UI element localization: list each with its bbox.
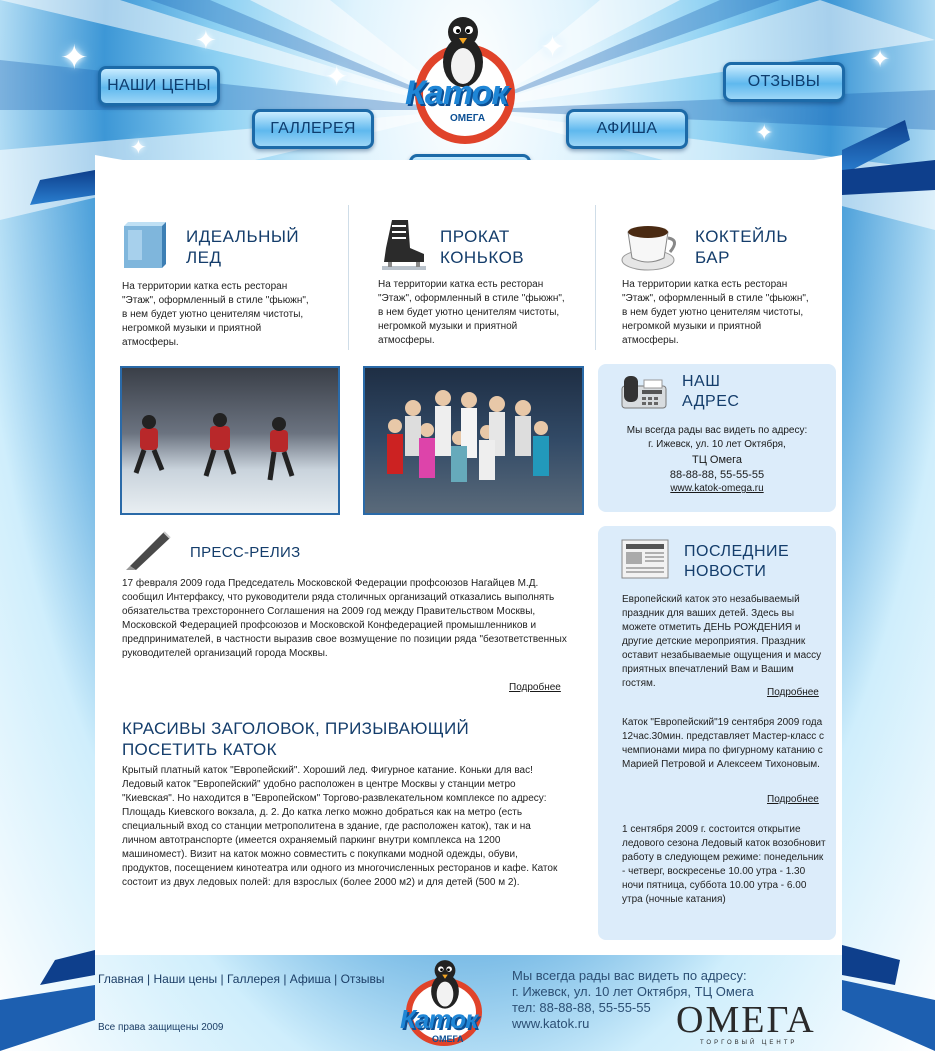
- news-item: 1 сентября 2009 г. состоится открытие ледового сезона Ледовый каток возобновит работу в следующем режиме: понедельник - четверг, воскресенье 10.00 утра - 1.30 ночи пятница, суббота 10.00 утра - 6.00 утра (ночные катания): [622, 824, 826, 905]
- press-title: ПРЕСС-РЕЛИЗ: [190, 544, 301, 561]
- column-divider: [595, 205, 596, 350]
- address-website-link[interactable]: www.katok-omega.ru: [670, 483, 764, 494]
- sparkle-icon: ✦: [325, 61, 349, 92]
- hockey-players-image: [122, 368, 338, 513]
- press-text: 17 февраля 2009 года Председатель Московской Федерации профсоюзов Нагайцев М.Д. сообщил Интерфаксу, что руководители ряда столичных организаций отказались выполнять обязательства трехстороннего Соглашения на 2009 год между Правительством Москвы, Московской Федерацией профсоюзов и Московской Конфедерацией промышленников и предпринимателей, в частности выразив свое возмущение по позиции ряда "безответственных руководителей организаций города Москвы.: [122, 578, 567, 659]
- fax-phone-icon: [620, 372, 668, 410]
- footer-link-main[interactable]: Главная: [98, 972, 144, 986]
- article-text: Крытый платный каток "Европейский". Хороший лед. Фигурное катание. Коньки для вас! Ледовый каток "Европейский" удобно расположен в центре Москвы у станции метро "Киевская". Но находится в "Европейском" Торгово-развлекательном комплексе по адресу: Площадь Киевского вокзала, д. 2. До катка легко можно добраться как на метро (есть специальный вход со станции метрополитена в здание, где расположен каток), так и на личном автотранспорте (имеется охраняемый паркинг внутри комплекса на 1200 машиномест). Визит на каток можно совместить с покупками модной одежды, обуви, продуктов, посещением кинотеатра или одного из многочисленных ресторанов и кафе. Каток состоит из двух ледовых полей: для взрослых (более 2000 м2) и для детей (500 м 2).: [122, 765, 558, 888]
- news-box: [598, 526, 836, 940]
- column-divider: [348, 205, 349, 350]
- figure-skaters-photo[interactable]: [363, 366, 584, 515]
- feature-text: На территории катка есть ресторан "Этаж", оформленный в стиле "фьюжн", в нем будет уютно ценителям чистоты, негромкой музыки и приятной атмосферы.: [622, 279, 809, 346]
- sparkle-icon: ✦: [195, 25, 217, 55]
- nav-prices-button[interactable]: НАШИ ЦЕНЫ: [98, 66, 220, 106]
- pen-icon: [124, 528, 174, 570]
- newspaper-icon: [620, 538, 670, 580]
- coffee-cup-icon: [620, 220, 680, 272]
- footer-website-link[interactable]: www.katok.ru: [512, 1016, 590, 1031]
- address-text: Мы всегда рады вас видеть по адресу: г. Ижевск, ул. 10 лет Октября, ТЦ Омега 88-88-88, 55-55-55 www.katok-omega.ru: [598, 424, 836, 496]
- sparkle-icon: ✦: [130, 137, 147, 159]
- footer-logo[interactable]: [398, 958, 493, 1048]
- sparkle-icon: ✦: [755, 120, 774, 145]
- logo-word: Каток: [400, 1004, 478, 1034]
- feature-title: ПРОКАТ КОНЬКОВ: [440, 227, 525, 267]
- hockey-photo[interactable]: [120, 366, 340, 515]
- feature-text: На территории катка есть ресторан "Этаж", оформленный в стиле "фьюжн", в нем будет уютно ценителям чистоты, негромкой музыки и приятной атмосферы.: [122, 281, 309, 348]
- logo-subtitle: ОМЕГА: [450, 113, 486, 124]
- news-item: Европейский каток это незабываемый праздник для ваших детей. Здесь вы можете отметить ДЕНЬ РОЖДЕНИЯ и другие детские мероприятия. Праздник оставит незабываемые ощущения и массу приятных впечатлений Вам и Вашим гостям.: [622, 594, 822, 689]
- news-more-link[interactable]: Подробнее: [767, 687, 819, 698]
- feature-title: ИДЕАЛЬНЫЙ ЛЕД: [186, 227, 300, 267]
- nav-afisha-button[interactable]: АФИША: [566, 109, 688, 149]
- footer-link-afisha[interactable]: Афиша: [289, 972, 331, 986]
- penguin-icon: [422, 958, 468, 1010]
- skate-icon: [378, 218, 428, 274]
- article-title: КРАСИВЫ ЗАГОЛОВОК, ПРИЗЫВАЮЩИЙ ПОСЕТИТЬ КАТОК: [122, 719, 470, 759]
- footer-nav: Главная | Наши цены | Галлерея | Афиша | Отзывы: [98, 972, 385, 986]
- logo-subtitle: ОМЕГА: [432, 1034, 464, 1044]
- feature-text: На территории катка есть ресторан "Этаж", оформленный в стиле "фьюжн", в нем будет уютно ценителям чистоты, негромкой музыки и приятной атмосферы.: [378, 279, 565, 346]
- address-box: [598, 364, 836, 512]
- footer-link-gallery[interactable]: Галлерея: [226, 972, 280, 986]
- footer-link-reviews[interactable]: Отзывы: [340, 972, 385, 986]
- footer-link-prices[interactable]: Наши цены: [153, 972, 218, 986]
- sparkle-icon: ✦: [540, 31, 566, 64]
- site-logo[interactable]: [405, 14, 530, 134]
- press-more-link[interactable]: Подробнее: [509, 682, 561, 693]
- logo-word: Каток: [405, 74, 508, 112]
- news-more-link[interactable]: Подробнее: [767, 794, 819, 805]
- nav-reviews-button[interactable]: ОТЗЫВЫ: [723, 62, 845, 102]
- news-title: ПОСЛЕДНИЕ НОВОСТИ: [684, 543, 790, 580]
- sparkle-icon: ✦: [870, 46, 891, 73]
- news-item: Каток "Европейский"19 сентября 2009 года 12час.30мин. представляет Мастер-класс с чемпионами мира по фигурному катанию с Марией Петровой и Алексеем Тихоновым.: [622, 717, 825, 770]
- ice-cube-icon: [122, 222, 166, 270]
- copyright: Все права защищены 2009: [98, 1022, 224, 1033]
- nav-gallery-button[interactable]: ГАЛЛЕРЕЯ: [252, 109, 374, 149]
- feature-title: КОКТЕЙЛЬ БАР: [695, 227, 789, 267]
- omega-brand-logo: ОМЕГА: [676, 999, 816, 1041]
- sparkle-icon: ✦: [60, 39, 89, 77]
- footer-contacts: Мы всегда рады вас видеть по адресу: г. Ижевск, ул. 10 лет Октября, ТЦ Омега тел: 88-88-88, 55-55-55 www.katok.ru: [512, 968, 754, 1031]
- omega-brand-subtitle: ТОРГОВЫЙ ЦЕНТР: [700, 1040, 798, 1046]
- skaters-group-image: [365, 368, 582, 513]
- panel-top-curve: [95, 145, 842, 215]
- address-title: НАШ АДРЕС: [682, 373, 740, 410]
